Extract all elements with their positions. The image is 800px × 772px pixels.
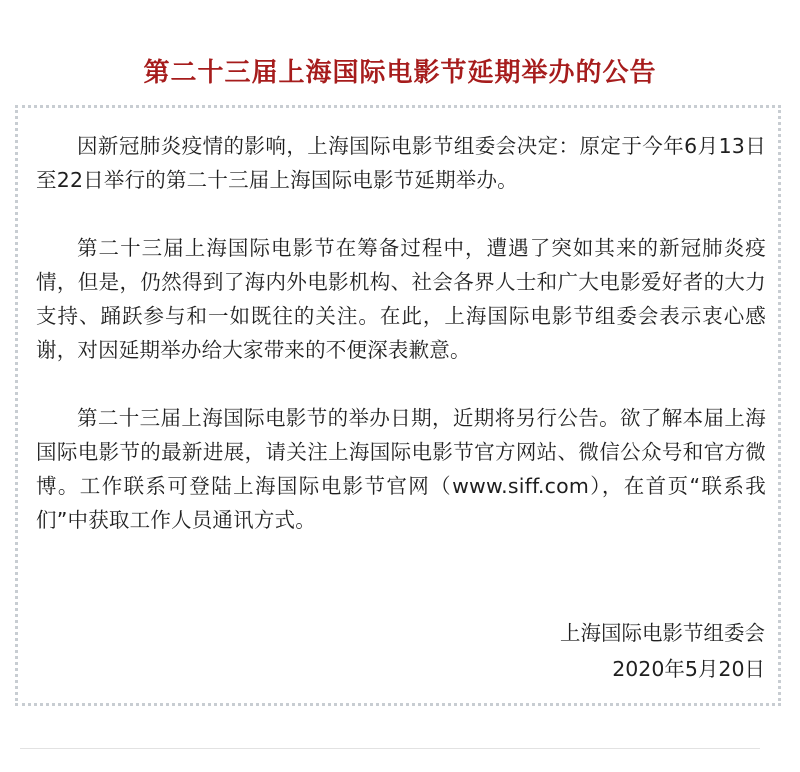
notice-paragraph-1: 因新冠肺炎疫情的影响，上海国际电影节组委会决定：原定于今年6月13日至22日举行的第二十三届上海国际电影节延期举办。: [36, 134, 766, 192]
notice-title: 第二十三届上海国际电影节延期举办的公告: [143, 58, 657, 88]
signature-date: 2020年5月20日: [612, 657, 765, 681]
notice-signature: [560, 616, 765, 688]
notice-body: [36, 129, 766, 537]
bottom-divider: [20, 748, 760, 749]
notice-paragraph-3: 第二十三届上海国际电影节的举办日期，近期将另行公告。欲了解本届上海国际电影节的最新进展，请关注上海国际电影节官方网站、微信公众号和官方微博。工作联系可登陆上海国际电影节官网（www.siff.com），在首页“联系我们”中获取工作人员通讯方式。: [36, 406, 766, 532]
signature-organization: 上海国际电影节组委会: [560, 621, 765, 645]
notice-paragraph-2: 第二十三届上海国际电影节在筹备过程中，遭遇了突如其来的新冠肺炎疫情，但是，仍然得到了海内外电影机构、社会各界人士和广大电影爱好者的大力支持、踊跃参与和一如既往的关注。在此，上海国际电影节组委会表示衷心感谢，对因延期举办给大家带来的不便深表歉意。: [36, 236, 766, 362]
